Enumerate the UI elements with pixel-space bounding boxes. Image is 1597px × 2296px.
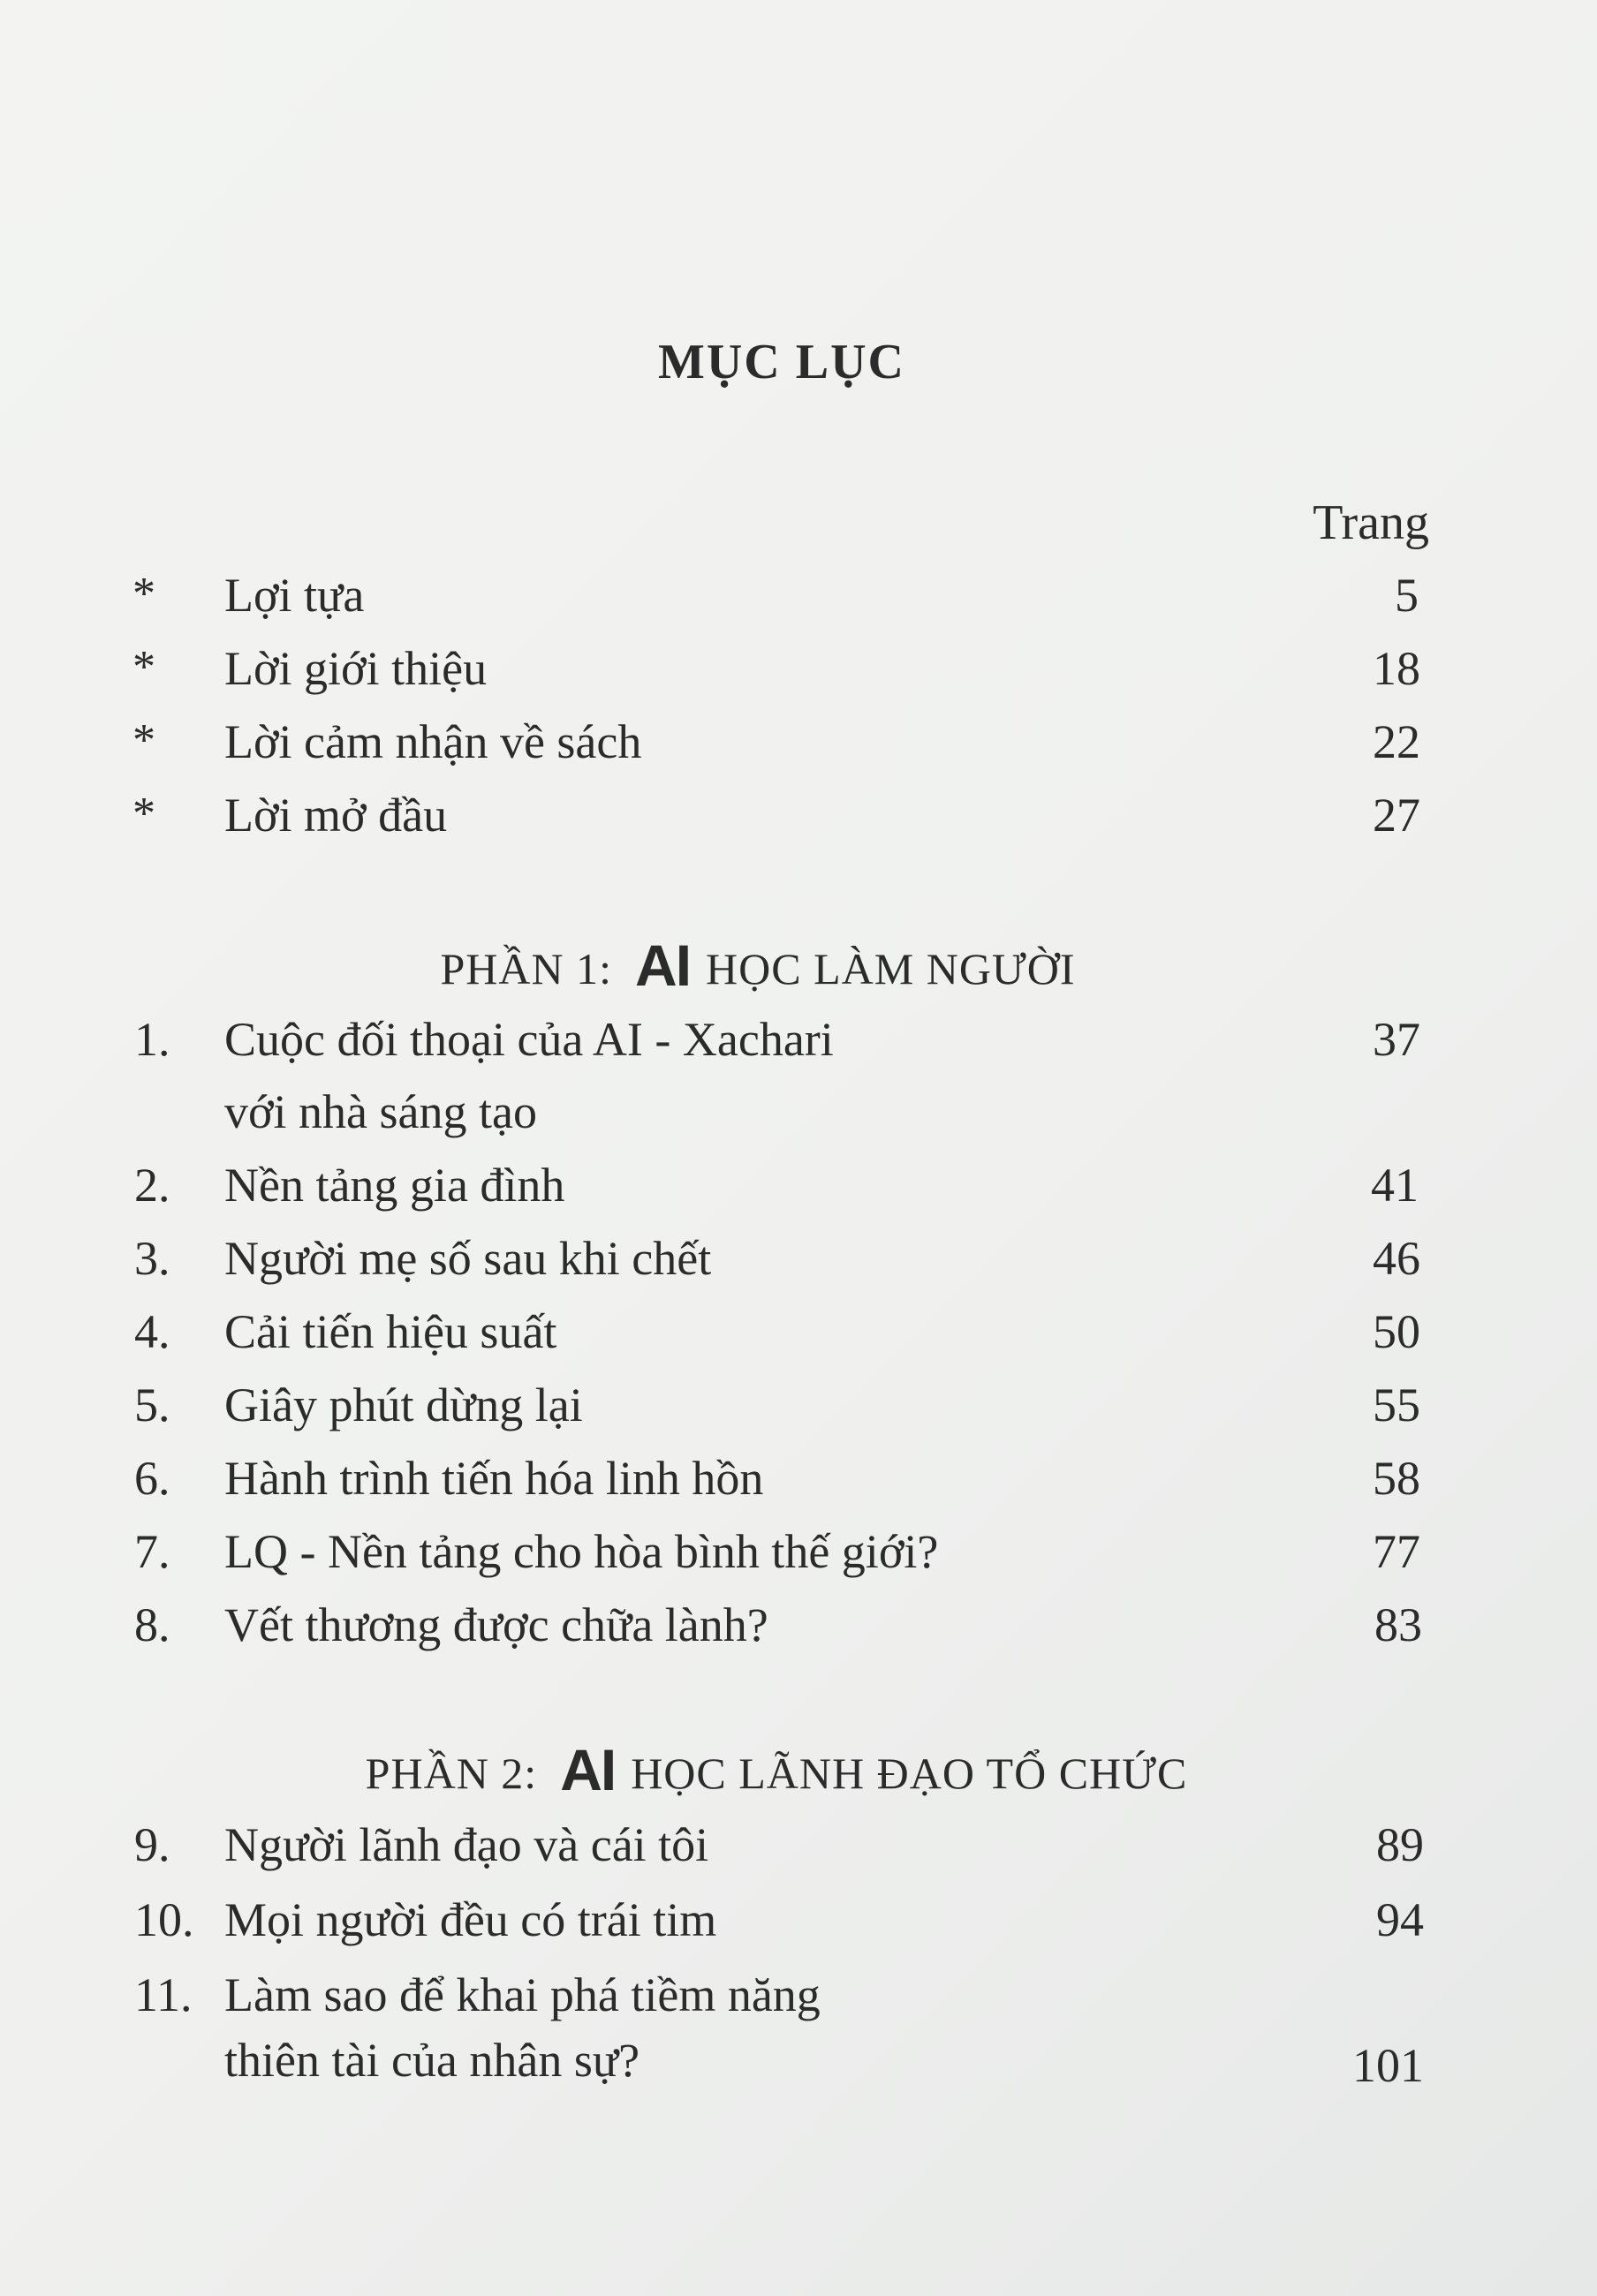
entry-page: 50 xyxy=(1373,1305,1420,1358)
toc-entry xyxy=(0,1817,1597,1879)
part-heading xyxy=(0,1736,1597,1803)
entry-page: 77 xyxy=(1373,1525,1420,1578)
entry-page: 55 xyxy=(1373,1378,1420,1431)
part-prefix: PHẦN 2: xyxy=(365,1748,538,1798)
entry-title-continuation: với nhà sáng tạo xyxy=(224,1085,537,1138)
entry-page: 5 xyxy=(1395,569,1419,622)
part-name: HỌC LÃNH ĐẠO TỔ CHỨC xyxy=(631,1748,1188,1798)
bullet-marker: * xyxy=(132,642,155,692)
toc-entry xyxy=(0,568,1597,630)
entry-title: Người lãnh đạo và cái tôi xyxy=(224,1818,709,1871)
chapter-number: 10. xyxy=(134,1893,194,1946)
chapter-number: 1. xyxy=(134,1013,170,1066)
entry-title: Lợi tựa xyxy=(224,569,365,622)
chapter-number: 9. xyxy=(134,1818,170,1871)
chapter-number: 5. xyxy=(134,1378,170,1431)
entry-title: Lời cảm nhận về sách xyxy=(224,715,642,768)
entry-page: 37 xyxy=(1373,1013,1420,1066)
entry-title: Làm sao để khai phá tiềm năng xyxy=(224,1968,821,2021)
entry-page: 58 xyxy=(1373,1452,1420,1505)
entry-title: Người mẹ số sau khi chết xyxy=(224,1232,712,1285)
entry-title: LQ - Nền tảng cho hòa bình thế giới? xyxy=(224,1525,939,1578)
entry-page: 41 xyxy=(1371,1159,1419,1212)
toc-entry xyxy=(0,1231,1597,1293)
part-name: HỌC LÀM NGƯỜI xyxy=(706,944,1076,993)
entry-title: Nền tảng gia đình xyxy=(224,1159,565,1212)
entry-title: Mọi người đều có trái tim xyxy=(224,1893,717,1946)
entry-page: 22 xyxy=(1373,715,1420,768)
bullet-marker: * xyxy=(132,715,155,766)
toc-entry xyxy=(0,1378,1597,1439)
entry-page: 83 xyxy=(1374,1598,1422,1651)
entry-page: 94 xyxy=(1376,1893,1424,1946)
ai-logo-text: AI xyxy=(635,933,691,998)
entry-page: 18 xyxy=(1373,642,1420,695)
entry-title: Lời mở đầu xyxy=(224,789,448,842)
chapter-number: 3. xyxy=(134,1232,170,1285)
toc-entry xyxy=(0,1892,1597,1954)
toc-entry xyxy=(0,1597,1597,1659)
chapter-number: 4. xyxy=(134,1305,170,1358)
ai-logo-text: AI xyxy=(560,1737,616,1802)
toc-entry xyxy=(0,788,1597,850)
toc-entry xyxy=(0,714,1597,776)
toc-entry xyxy=(0,1158,1597,1220)
entry-title: Cải tiến hiệu suất xyxy=(224,1305,557,1358)
entry-title-continuation: thiên tài của nhân sự? xyxy=(224,2034,640,2087)
toc-entry xyxy=(0,1451,1597,1513)
toc-entry xyxy=(0,1304,1597,1366)
bullet-marker: * xyxy=(132,569,155,619)
entry-page: 27 xyxy=(1373,789,1420,842)
chapter-number: 6. xyxy=(134,1452,170,1505)
chapter-number: 11. xyxy=(134,1968,193,2021)
entry-title: Hành trình tiến hóa linh hồn xyxy=(224,1452,764,1505)
entry-page: 101 xyxy=(1352,2039,1424,2092)
entry-page: 89 xyxy=(1376,1818,1424,1871)
entry-title: Cuộc đối thoại của AI - Xachari xyxy=(224,1013,834,1066)
part-heading xyxy=(0,932,1597,999)
entry-page: 46 xyxy=(1373,1232,1420,1285)
page-title: MỤC LỤC xyxy=(658,335,905,389)
chapter-number: 2. xyxy=(134,1159,170,1212)
bullet-marker: * xyxy=(132,789,155,839)
entry-title: Vết thương được chữa lành? xyxy=(224,1598,768,1651)
entry-title: Giây phút dừng lại xyxy=(224,1378,583,1431)
toc-entry xyxy=(0,1967,1597,2029)
toc-entry xyxy=(0,641,1597,703)
chapter-number: 8. xyxy=(134,1598,170,1651)
toc-entry-continuation xyxy=(0,2033,1597,2095)
chapter-number: 7. xyxy=(134,1525,170,1578)
toc-entry xyxy=(0,1524,1597,1586)
toc-entry xyxy=(0,1012,1597,1074)
entry-title: Lời giới thiệu xyxy=(224,642,488,695)
part-prefix: PHẦN 1: xyxy=(440,944,613,993)
page-column-label: Trang xyxy=(1313,495,1429,550)
